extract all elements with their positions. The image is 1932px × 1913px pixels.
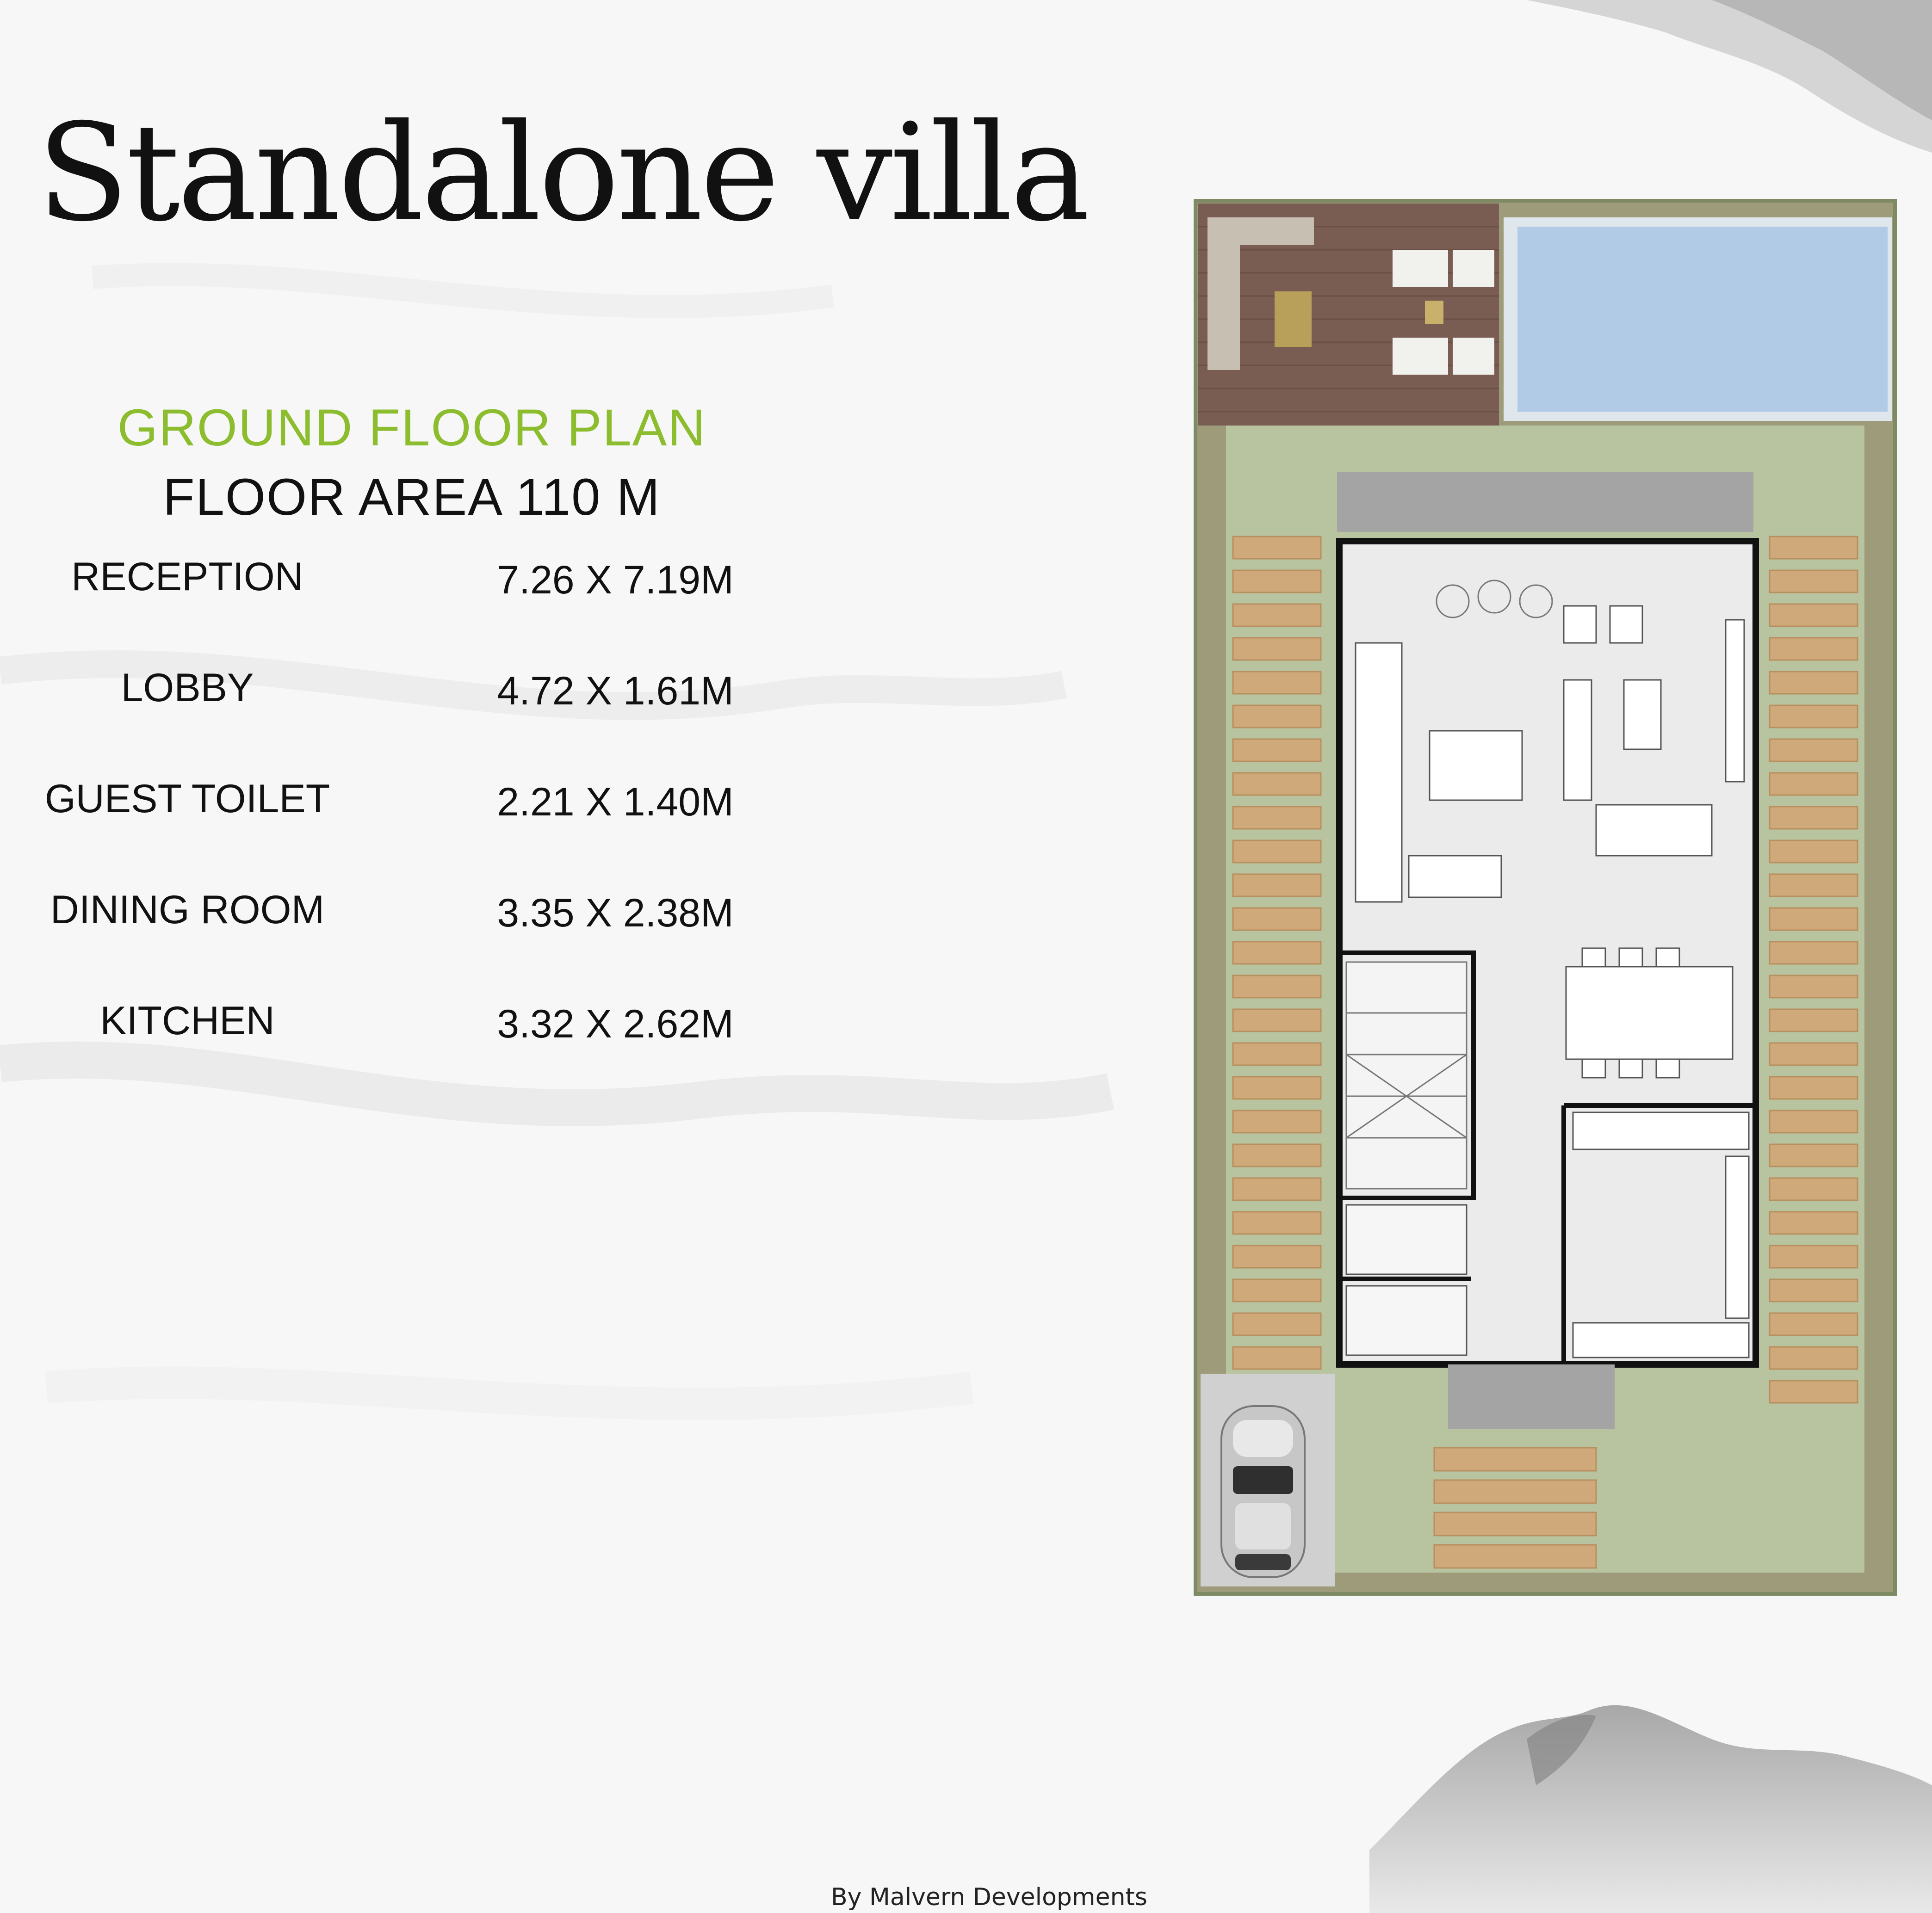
room-label-dining-room: DINING ROOM — [50, 888, 325, 932]
coffee-table — [1275, 291, 1312, 347]
sun-lounger — [1393, 250, 1448, 287]
room-label-reception: RECEPTION — [71, 555, 303, 599]
room-label-kitchen: KITCHEN — [100, 999, 275, 1043]
staircase — [1346, 962, 1467, 1189]
footer-credit: By Malvern Developments — [830, 1883, 1148, 1911]
room-dimensions-dining-room: 3.35 X 2.38M — [497, 891, 734, 935]
room-dimensions-guest-toilet: 2.21 X 1.40M — [497, 780, 734, 824]
dining-table — [1566, 948, 1733, 1078]
plan-name: GROUND FLOOR PLAN — [117, 399, 706, 457]
room-dimensions-kitchen: 3.32 X 2.62M — [497, 1002, 734, 1046]
page-title: Standalone villa — [37, 95, 1088, 251]
room-dimensions-lobby: 4.72 X 1.61M — [497, 669, 734, 713]
room-label-lobby: LOBBY — [121, 666, 254, 710]
floor-plan-drawing — [1194, 199, 1897, 1596]
entrance-path — [1448, 1364, 1615, 1429]
sun-lounger — [1393, 338, 1448, 375]
car-icon — [1221, 1406, 1305, 1577]
terrace — [1337, 472, 1753, 532]
room-label-guest-toilet: GUEST TOILET — [44, 777, 330, 821]
floor-area: FLOOR AREA 110 M — [163, 468, 661, 526]
room-dimensions-reception: 7.26 X 7.19M — [497, 558, 734, 602]
